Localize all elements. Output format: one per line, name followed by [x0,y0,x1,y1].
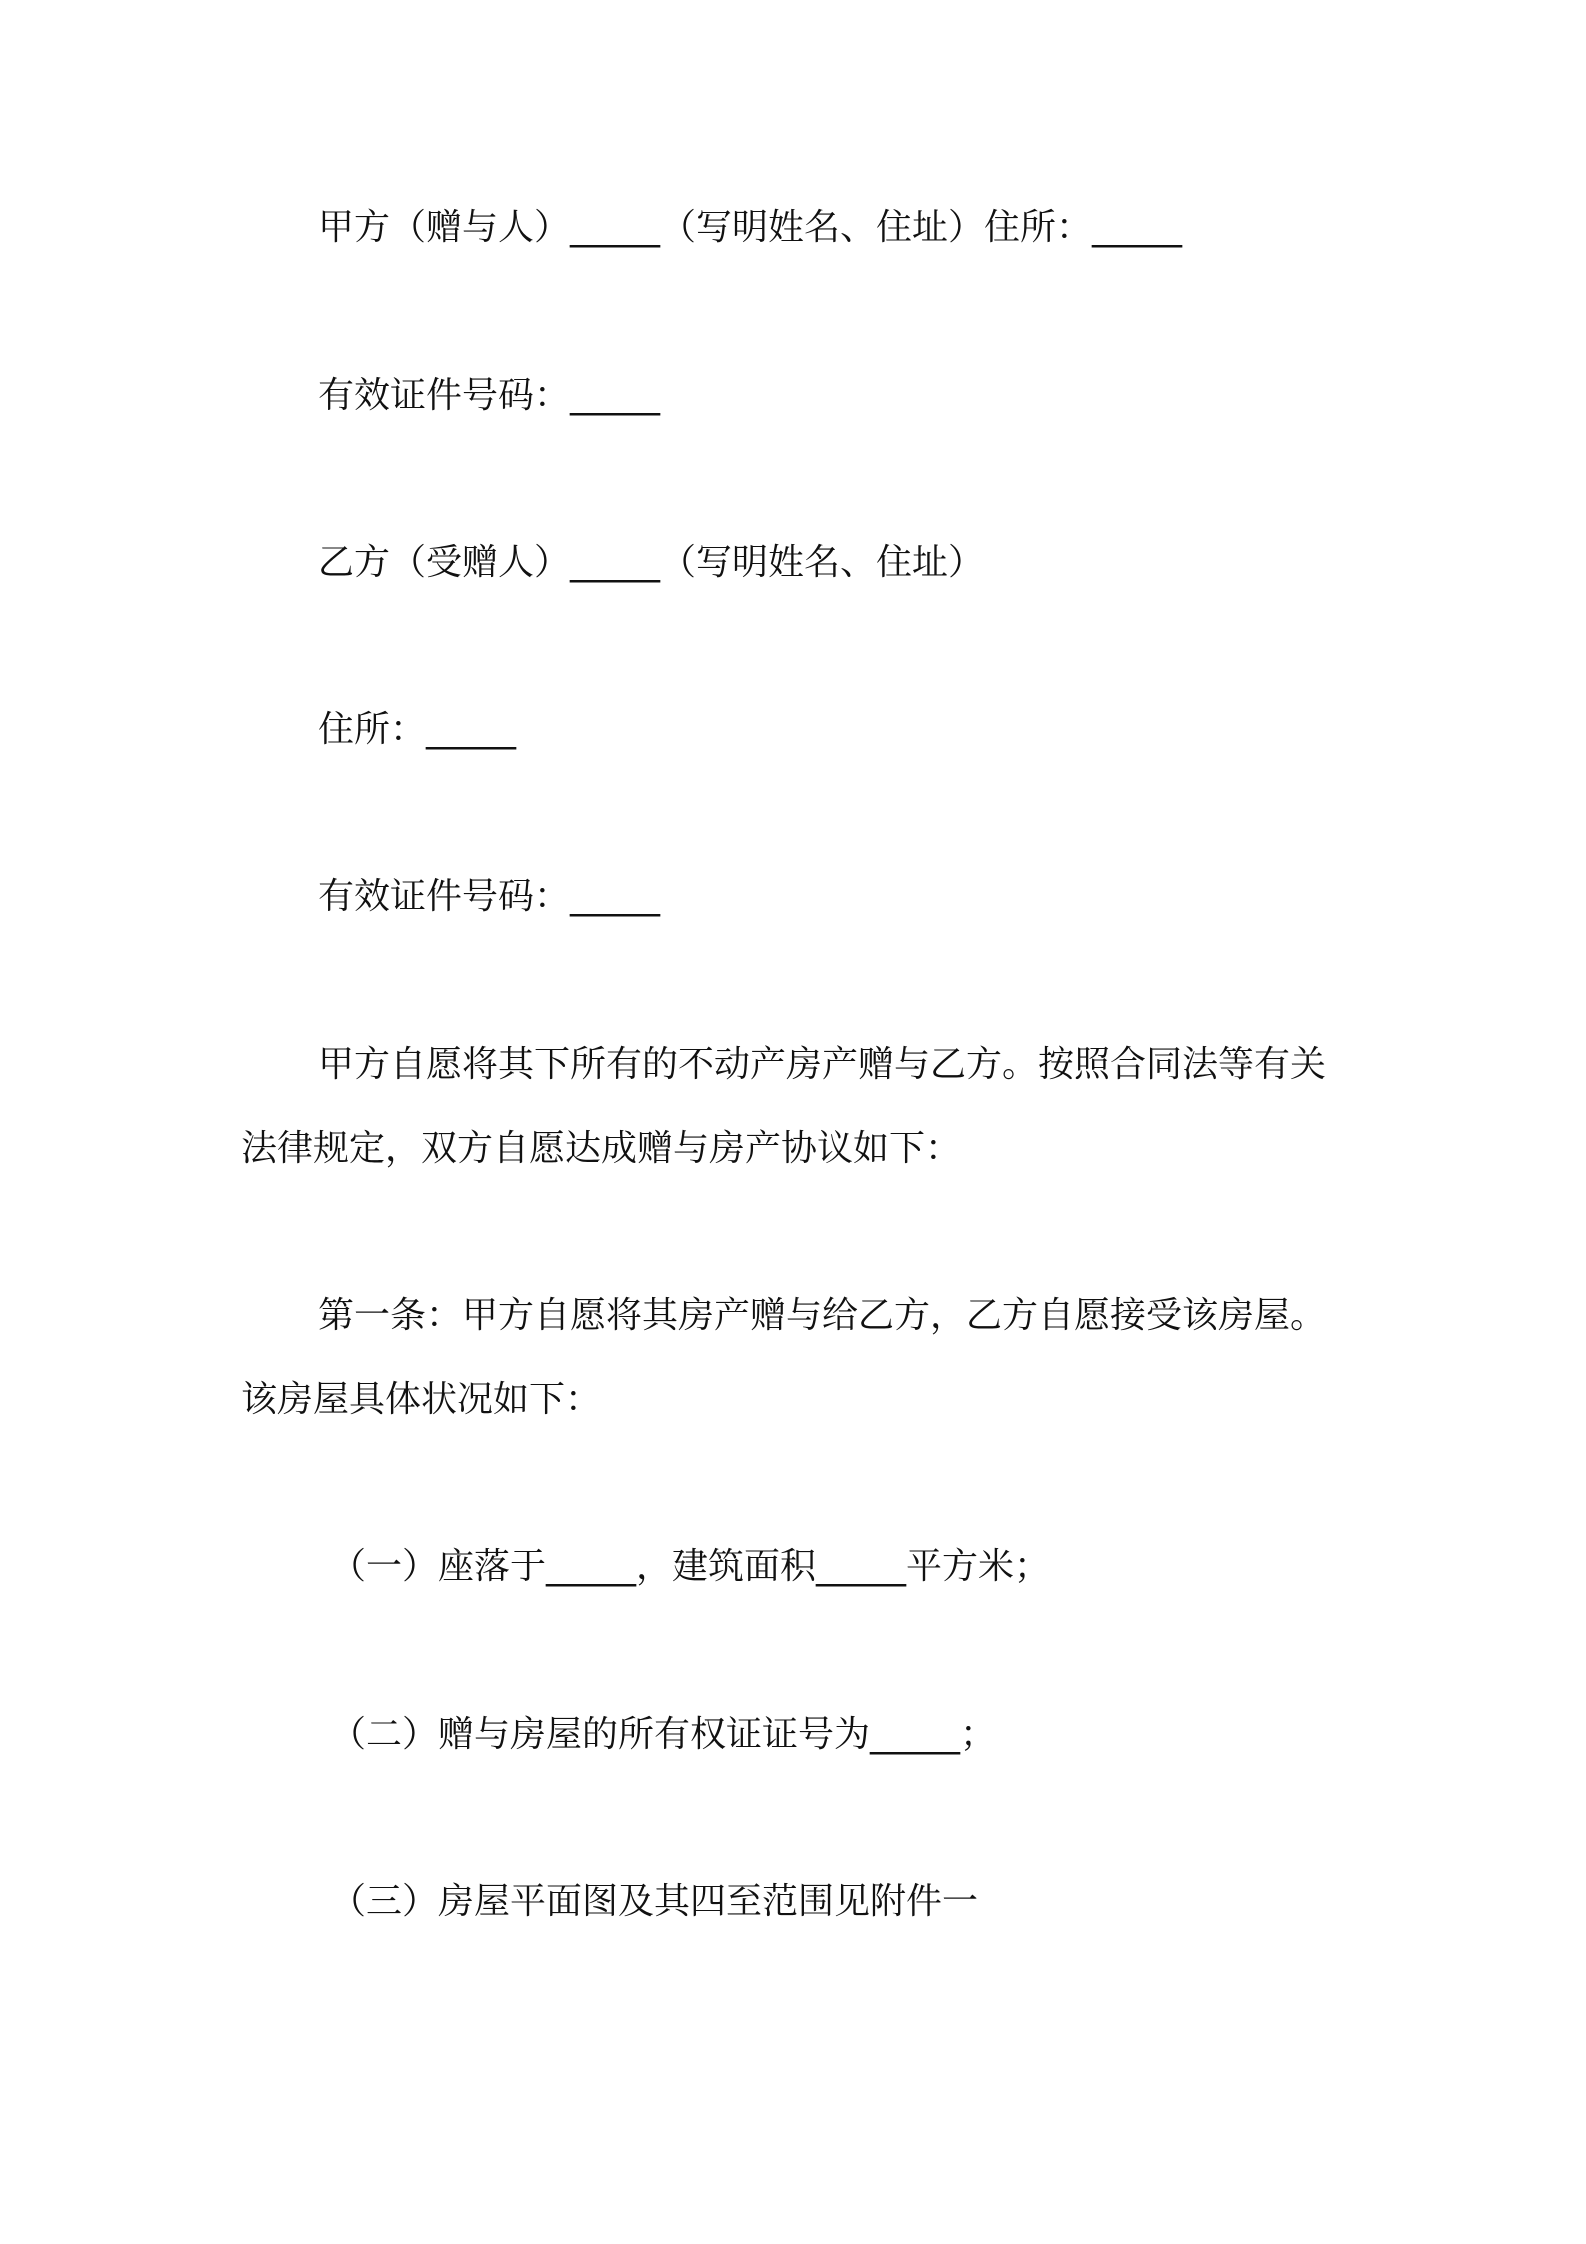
party-b-id-line: 有效证件号码：_____ [318,876,661,917]
party-a-id-line: 有效证件号码：_____ [318,375,661,416]
article-one-line-1: 第一条：甲方自愿将其房产赠与给乙方，乙方自愿接受该房屋。 [318,1295,1327,1336]
clause-two: （二）赠与房屋的所有权证证号为_____； [330,1714,997,1755]
intro-paragraph-line-1: 甲方自愿将其下所有的不动产房产赠与乙方。按照合同法等有关 [318,1044,1327,1085]
article-one-line-2: 该房屋具体状况如下： [241,1379,602,1420]
party-a-line: 甲方（赠与人）_____（写明姓名、住址）住所：_____ [318,207,1183,248]
clause-three: （三）房屋平面图及其四至范围见附件一 [330,1881,979,1922]
party-b-line: 乙方（受赠人）_____（写明姓名、住址） [318,542,985,583]
intro-paragraph-line-2: 法律规定，双方自愿达成赠与房产协议如下： [241,1128,962,1169]
party-b-address-line: 住所：_____ [318,709,517,750]
clause-one: （一）座落于_____，建筑面积_____平方米； [330,1546,1051,1587]
